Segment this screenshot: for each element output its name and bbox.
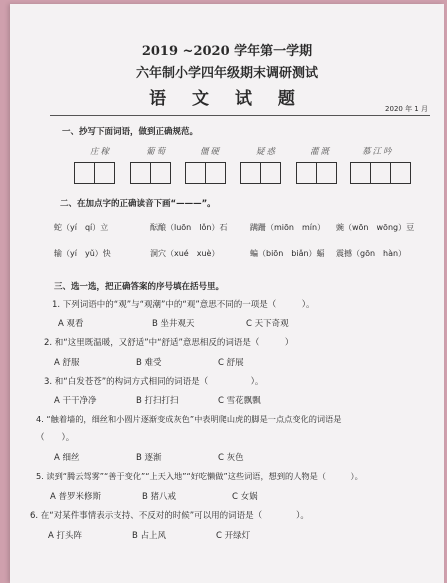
option-a[interactable]: A 普罗米修斯 <box>50 492 102 502</box>
answer-boxes-6[interactable] <box>350 162 410 184</box>
exam-paper <box>10 4 444 583</box>
word-putao: 葡萄 <box>146 147 168 157</box>
reading-item[interactable]: 豌（wōn wōng）豆 <box>336 223 415 232</box>
option-c[interactable]: C 舒展 <box>218 358 244 368</box>
exam-subject: 语 文 试 题 <box>149 89 305 109</box>
option-b[interactable]: B 猪八戒 <box>142 492 177 502</box>
exam-date: 2020 年 1 月 <box>385 105 428 113</box>
question-4-blank: （ ）。 <box>36 433 75 443</box>
option-a[interactable]: A 干干净净 <box>54 396 97 406</box>
reading-item[interactable]: 震撼（gōn hàn） <box>336 249 407 258</box>
option-b[interactable]: B 打扫打扫 <box>136 396 179 406</box>
question-2: 2. 和“这里既温暖，又舒适”中“舒适”意思相反的词语是（ ） <box>44 338 294 348</box>
exam-term: 2019 ~2020 学年第一学期 <box>141 44 313 59</box>
option-c[interactable]: C 灰色 <box>218 453 244 463</box>
question-4: 4. “触着墙的，细丝和小圆片逐渐变成灰色”中表明爬山虎的脚是一点点变化的词语是 <box>36 414 342 424</box>
option-b[interactable]: B 占上风 <box>132 531 167 541</box>
answer-boxes-1[interactable] <box>74 162 114 184</box>
section2-title: 二、在加点字的正确读音下画“———”。 <box>60 199 216 209</box>
question-6: 6. 在“对某件事情表示支持、不反对的时候”可以用的词语是（ ）。 <box>30 511 309 521</box>
section1-title: 一、抄写下面词语，做到正确规范。 <box>62 127 199 137</box>
option-a[interactable]: A 观看 <box>58 319 84 329</box>
section3-title: 三、选一选，把正确答案的序号填在括号里。 <box>54 282 225 292</box>
word-guangai: 灌溉 <box>310 147 332 157</box>
word-jiangying: 僵硬 <box>200 147 222 157</box>
question-5: 5. 读到“腾云驾雾”“善于变化”“上天入地”“好吃懒做”这些词语，想到的人物是（ ）。 <box>36 471 363 481</box>
reading-item[interactable]: 蝙（biōn biǎn）蝠 <box>250 249 325 258</box>
answer-boxes-3[interactable] <box>185 162 225 184</box>
option-c[interactable]: C 女娲 <box>232 492 258 502</box>
option-c[interactable]: C 天下奇观 <box>246 319 289 329</box>
option-b[interactable]: B 逐渐 <box>136 453 162 463</box>
option-c[interactable]: C 开绿灯 <box>216 531 251 541</box>
option-a[interactable]: A 打头阵 <box>48 531 83 541</box>
reading-item[interactable]: 蹒跚（miōn mín） <box>250 223 326 232</box>
question-3: 3. 和“白发苍苍”的构词方式相同的词语是（ ）。 <box>44 377 264 387</box>
answer-boxes-2[interactable] <box>130 162 170 184</box>
reading-item[interactable]: 输（yí yǔ）快 <box>54 249 111 258</box>
reading-item[interactable]: 蛇（yí qí）立 <box>54 223 109 232</box>
question-1: 1. 下列词语中的“观”与“观潮”中的“观”意思不同的一项是（ ）。 <box>52 300 315 310</box>
header-rule <box>50 115 430 116</box>
option-b[interactable]: B 难受 <box>136 358 162 368</box>
reading-item[interactable]: 洞穴（xué xuè） <box>150 249 220 258</box>
exam-name: 六年制小学四年级期末调研测试 <box>135 66 318 81</box>
word-zhuangjia: 庄稼 <box>90 147 112 157</box>
option-a[interactable]: A 舒服 <box>54 358 80 368</box>
option-a[interactable]: A 细丝 <box>54 453 80 463</box>
word-yihuo: 疑惑 <box>256 147 278 157</box>
answer-boxes-5[interactable] <box>296 162 336 184</box>
option-c[interactable]: C 雪花飘飘 <box>218 396 261 406</box>
option-b[interactable]: B 坐井观天 <box>152 319 195 329</box>
reading-item[interactable]: 酝酿（luōn lǒn）石 <box>150 223 228 232</box>
answer-boxes-4[interactable] <box>240 162 280 184</box>
word-mujiangyin: 慕江吟 <box>362 147 394 157</box>
